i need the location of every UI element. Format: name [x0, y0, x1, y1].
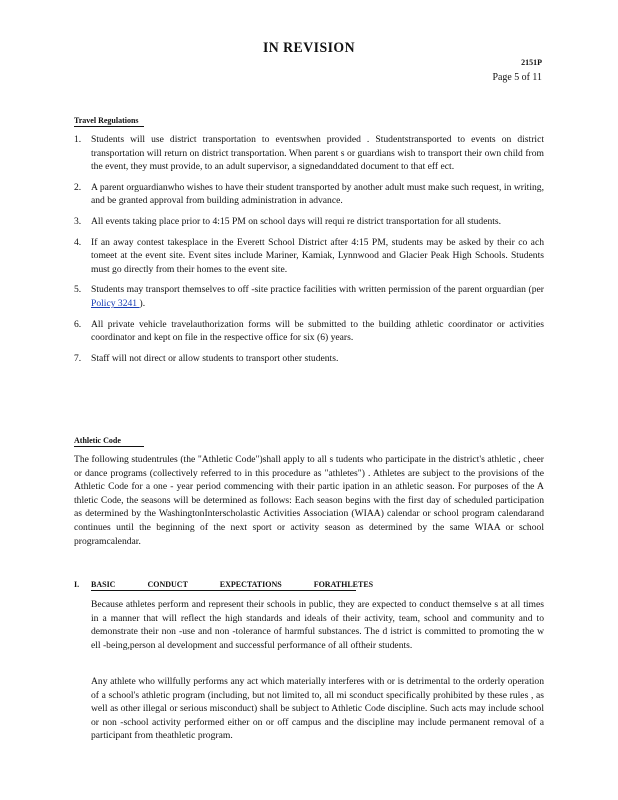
athletic-code-paragraph: The following studentrules (the "Athletic Code")shall apply to all s tudents who participate in the district's athletic , cheer or dance programs (collectively referred to in this procedure as "athletes") . Athletes are subject to the provisions of the Athletic Code for a one - year period commencing with their partic ipation in an athletic season. For purposes of the A thletic Code, the seasons will be determined as follows: Each season begins with the first day of scheduled participation as determined by the WashingtonInterscholastic Activities Association (WIAA) calendar or school program calendarand continues until the beginning of the next sport or activity season as determined by the same WIAA or school programcalendar.: [74, 454, 544, 547]
item-text: A parent orguardianwho wishes to have their student transported by another adult must make such request, in writing, and be granted approval from building administration in advance.: [91, 181, 544, 207]
item-number: 7.: [74, 352, 82, 364]
item-text-end: ).: [139, 297, 146, 309]
item-number: 1.: [74, 134, 82, 145]
travel-regulations-list: [74, 133, 544, 372]
page-number: Page 5 of 11: [492, 71, 542, 83]
list-item: [74, 181, 544, 208]
list-item: [74, 133, 544, 174]
list-item: [74, 318, 544, 345]
list-item: [74, 352, 544, 366]
item-number: 2.: [74, 181, 82, 193]
item-number: 6.: [74, 318, 82, 330]
basic-conduct-paragraph-1: Because athletes perform and represent their schools in public, they are expected to conduct themselve s at all times in a manner that will reflect the high standards and ideals of their activity, team, school and community and to demonstrate their non -use and non -tolerance of harmful substances. The d istrict is committed to promoting the w ell -being,person al development and successful performance of all oftheir students.: [91, 599, 544, 651]
item-text: Students may transport themselves to off -site practice facilities with written permission of the parent orguardian (per: [91, 284, 544, 296]
item-text: All events taking place prior to 4:15 PM on school days will requi re district transportation for all students.: [91, 215, 502, 227]
list-item: [74, 236, 544, 277]
item-number: 5.: [74, 284, 82, 296]
basic-conduct-paragraph-2: Any athlete who willfully performs any act which materially interferes with or is detrimental to the orderly operation of a school's athletic program (including, but not limited to, all mi sconduct specifically prohibited by these rules , as well as other illegal or serious misconduct) shall be subject to Athletic Code discipline. Such acts may include school or non -school activity performed either on or off campus and the discipline may include permanent removal of a participant from theathletic program.: [91, 676, 544, 742]
basic-conduct-heading-text: BASIC CONDUCT EXPECTATIONS FORATHLETES: [91, 580, 374, 589]
item-number: 4.: [74, 236, 82, 248]
item-text: Staff will not direct or allow students to transport other students.: [91, 352, 339, 364]
section-numeral: I.: [74, 580, 80, 589]
policy-number: 2151P: [521, 58, 542, 67]
document-title: IN REVISION: [262, 40, 356, 56]
item-number: 3.: [74, 215, 82, 227]
item-text: Students will use district transportation to eventswhen provided . Studentstransported to events on district transportation will return on district transportation. When parent s or guardians wish to transport their own child from the event, they must provide, to an adult supervisor, a signedanddated document to that eff ect.: [91, 134, 544, 173]
list-item: [74, 215, 544, 229]
list-item: [74, 283, 544, 310]
athletic-code-heading: Athletic Code: [74, 436, 144, 447]
travel-regulations-heading: Travel Regulations: [74, 116, 144, 127]
item-text: All private vehicle travelauthorization forms will be submitted to the building athletic coordinator or activities coordinator and kept on file in the respective office for six (6) years.: [91, 318, 544, 344]
policy-3241-link[interactable]: Policy 3241: [91, 297, 140, 309]
item-text: If an away contest takesplace in the Everett School District after 4:15 PM, students may be asked by their co ach tomeet at the event site. Event sites include Mariner, Kamiak, Lynnwood and Glacier Peak High Schools. Students must go directly from their homes to the event site.: [91, 236, 544, 275]
